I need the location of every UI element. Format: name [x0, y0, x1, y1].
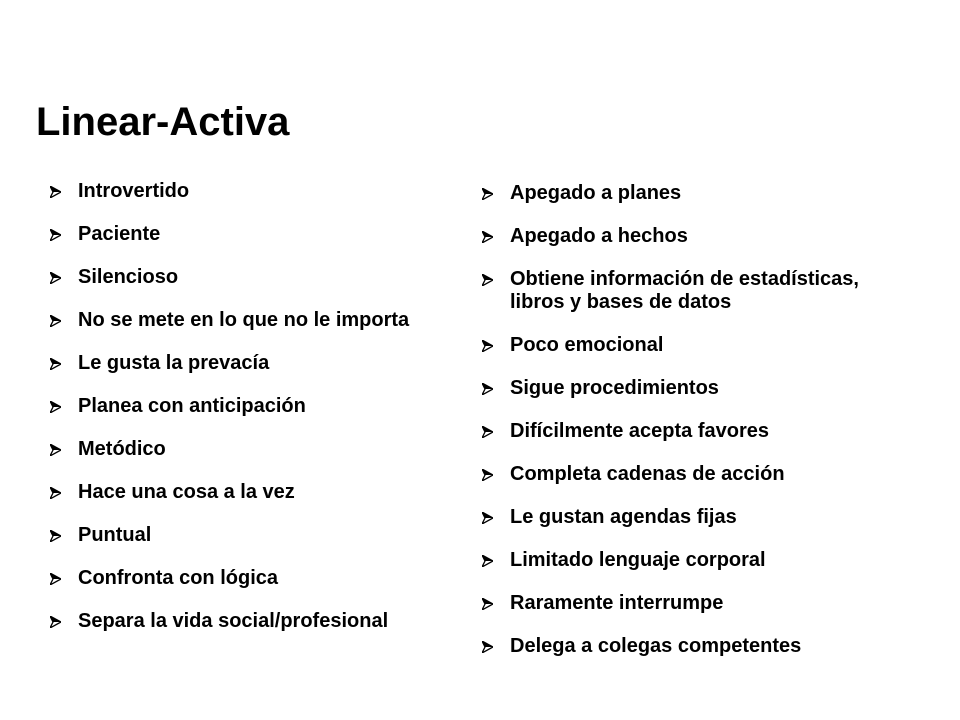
list-item-text: Silencioso: [78, 266, 179, 288]
arrowhead-bullet-icon: [50, 358, 61, 370]
list-item: [50, 223, 430, 246]
arrowhead-bullet-icon: [482, 426, 493, 438]
list-item: [482, 268, 902, 314]
arrowhead-bullet-icon: [482, 274, 493, 286]
list-item: [50, 180, 430, 203]
list-item-text: Apegado a hechos: [510, 225, 688, 247]
slide-title: Linear-Activa: [36, 100, 290, 144]
list-item: [482, 182, 902, 205]
list-item-text: Delega a colegas competentes: [510, 635, 802, 657]
arrowhead-bullet-icon: [482, 512, 493, 524]
list-item-text: Difícilmente acepta favores: [510, 420, 769, 442]
list-item: [482, 549, 902, 572]
list-item-text: Le gusta la prevacía: [78, 352, 270, 374]
list-item: [482, 506, 902, 529]
list-item: [50, 395, 430, 418]
arrowhead-bullet-icon: [482, 383, 493, 395]
list-item: [482, 463, 902, 486]
arrowhead-bullet-icon: [50, 315, 61, 327]
left-bullet-list: [50, 180, 430, 653]
arrowhead-bullet-icon: [50, 530, 61, 542]
list-item: [50, 266, 430, 289]
list-item: [482, 592, 902, 615]
list-item-text: Puntual: [78, 524, 152, 546]
arrowhead-bullet-icon: [50, 573, 61, 585]
list-item: [50, 610, 430, 633]
list-item-text: Apegado a planes: [510, 182, 682, 204]
list-item-text: Separa la vida social/profesional: [78, 610, 389, 632]
list-item: [482, 225, 902, 248]
arrowhead-bullet-icon: [50, 272, 61, 284]
arrowhead-bullet-icon: [50, 229, 61, 241]
list-item-text: Limitado lenguaje corporal: [510, 549, 766, 571]
arrowhead-bullet-icon: [482, 555, 493, 567]
list-item-text: Hace una cosa a la vez: [78, 481, 295, 503]
list-item-text: Completa cadenas de acción: [510, 463, 785, 485]
list-item-text: Le gustan agendas fijas: [510, 506, 737, 528]
list-item: [482, 420, 902, 443]
list-item: [50, 481, 430, 504]
list-item: [482, 377, 902, 400]
list-item: [50, 524, 430, 547]
arrowhead-bullet-icon: [482, 641, 493, 653]
arrowhead-bullet-icon: [482, 469, 493, 481]
list-item-text: Obtiene información de estadísticas, libros y bases de datos: [510, 268, 859, 313]
list-item-text: Introvertido: [78, 180, 190, 202]
list-item-text: Metódico: [78, 438, 166, 460]
list-item-text: Planea con anticipación: [78, 395, 306, 417]
arrowhead-bullet-icon: [50, 186, 61, 198]
list-item: [50, 567, 430, 590]
list-item-text: Raramente interrumpe: [510, 592, 724, 614]
list-item-text: Poco emocional: [510, 334, 664, 356]
arrowhead-bullet-icon: [482, 598, 493, 610]
arrowhead-bullet-icon: [50, 487, 61, 499]
right-bullet-list: [482, 182, 902, 678]
list-item-text: Paciente: [78, 223, 161, 245]
list-item: [482, 635, 902, 658]
list-item: [50, 438, 430, 461]
list-item-text: Confronta con lógica: [78, 567, 278, 589]
list-item: [482, 334, 902, 357]
arrowhead-bullet-icon: [50, 444, 61, 456]
arrowhead-bullet-icon: [482, 340, 493, 352]
list-item: [50, 309, 430, 332]
list-item: [50, 352, 430, 375]
arrowhead-bullet-icon: [482, 188, 493, 200]
arrowhead-bullet-icon: [50, 401, 61, 413]
arrowhead-bullet-icon: [50, 616, 61, 628]
list-item-text: Sigue procedimientos: [510, 377, 719, 399]
arrowhead-bullet-icon: [482, 231, 493, 243]
list-item-text: No se mete en lo que no le importa: [78, 309, 410, 331]
